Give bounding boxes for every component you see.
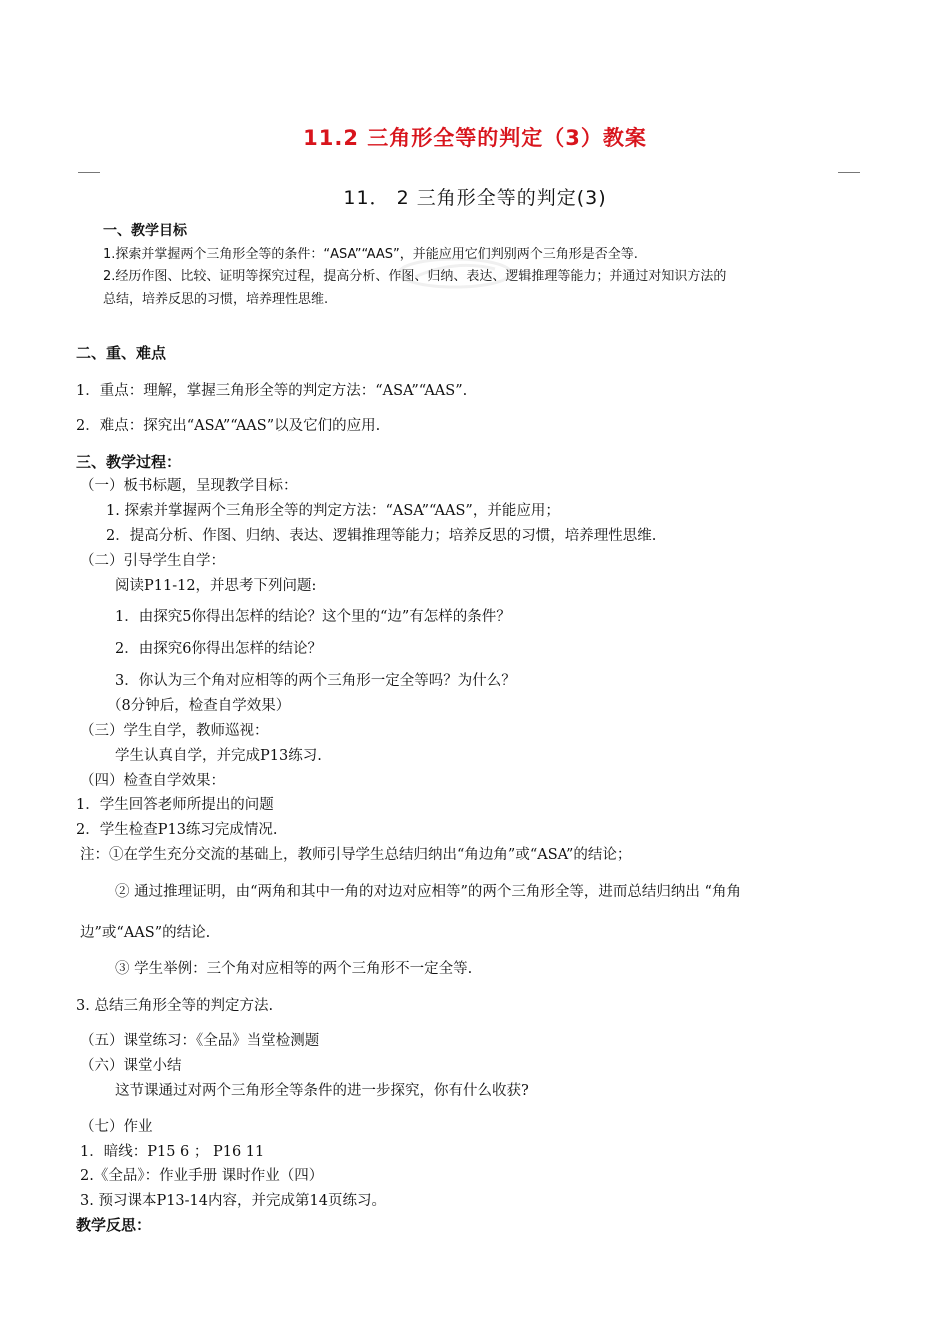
- step-2-question-3: 3．你认为三个角对应相等的两个三角形一定全等吗？为什么？: [115, 673, 516, 689]
- section2-title: 二、重、难点: [76, 344, 167, 362]
- reflection-title: 教学反思：: [76, 1216, 152, 1234]
- homework-2: 2.《全品》：作业手册 课时作业（四）: [80, 1168, 324, 1184]
- difficult-point: 2．难点：探究出“ASA”“AAS”以及它们的应用.: [76, 418, 381, 434]
- note-2-line-2: 边”或“AAS”的结论.: [80, 925, 211, 941]
- step-2-time: （8分钟后，检查自学效果）: [107, 698, 291, 714]
- step-2-question-1: 1．由探究5你得出怎样的结论？这个里的“边”有怎样的条件？: [115, 609, 511, 625]
- homework-1: 1．暗线：P15 6 ； P16 11: [80, 1144, 265, 1160]
- step-4: （四）检查自学效果：: [80, 773, 225, 789]
- step-3-text: 学生认真自学，并完成P13练习.: [115, 748, 322, 764]
- step-6: （六）课堂小结: [80, 1058, 182, 1074]
- goal-2-line-1: 2.经历作图、比较、证明等探究过程，提高分析、作图、归纳、表达、逻辑推理等能力；并通过对知识方法的: [103, 269, 727, 284]
- step-2-reading: 阅读P11-12，并思考下列问题:: [115, 578, 317, 594]
- summary: 3. 总结三角形全等的判定方法.: [76, 998, 274, 1014]
- header-rule-right: [838, 172, 860, 173]
- step-1: （一）板书标题，呈现教学目标：: [80, 478, 298, 494]
- step-4-item-2: 2．学生检查P13练习完成情况.: [76, 822, 278, 838]
- section1-title: 一、教学目标: [103, 223, 187, 239]
- goal-2-line-2: 总结，培养反思的习惯，培养理性思维.: [103, 292, 329, 307]
- step-7: （七）作业: [80, 1119, 153, 1135]
- note-1: 注：①在学生充分交流的基础上，教师引导学生总结归纳出“角边角”或“ASA”的结论；: [80, 847, 632, 863]
- note-2-line-1: ② 通过推理证明，由“两角和其中一角的对边对应相等”的两个三角形全等，进而总结归纳出 “角角: [115, 884, 741, 900]
- step-6-text: 这节课通过对两个三角形全等条件的进一步探究，你有什么收获?: [115, 1083, 529, 1099]
- header-rule-left: [78, 172, 100, 173]
- step-3: （三）学生自学，教师巡视：: [80, 723, 269, 739]
- step-1-item-2: 2．提高分析、作图、归纳、表达、逻辑推理等能力；培养反思的习惯，培养理性思维.: [106, 528, 657, 544]
- scan-heading: 11． 2 三角形全等的判定(3): [343, 187, 607, 209]
- page-title: 11.2 三角形全等的判定（3）教案: [303, 126, 647, 150]
- step-1-item-1: 1. 探索并掌握两个三角形全等的判定方法：“ASA”“AAS”，并能应用；: [106, 503, 560, 519]
- key-point: 1．重点：理解，掌握三角形全等的判定方法：“ASA”“AAS”.: [76, 383, 468, 399]
- step-2-question-2: 2．由探究6你得出怎样的结论？: [115, 641, 322, 657]
- homework-3: 3. 预习课本P13-14内容，并完成第14页练习。: [80, 1193, 386, 1209]
- step-2: （二）引导学生自学：: [80, 553, 225, 569]
- step-5: （五）课堂练习：《全品》当堂检测题: [80, 1033, 320, 1049]
- note-3: ③ 学生举例：三个角对应相等的两个三角形不一定全等.: [115, 961, 473, 977]
- step-4-item-1: 1．学生回答老师所提出的问题: [76, 797, 274, 813]
- section3-title: 三、教学过程：: [76, 453, 182, 471]
- goal-1: 1.探索并掌握两个三角形全等的条件：“ASA”“AAS”，并能应用它们判别两个三角形是否全等.: [103, 247, 638, 262]
